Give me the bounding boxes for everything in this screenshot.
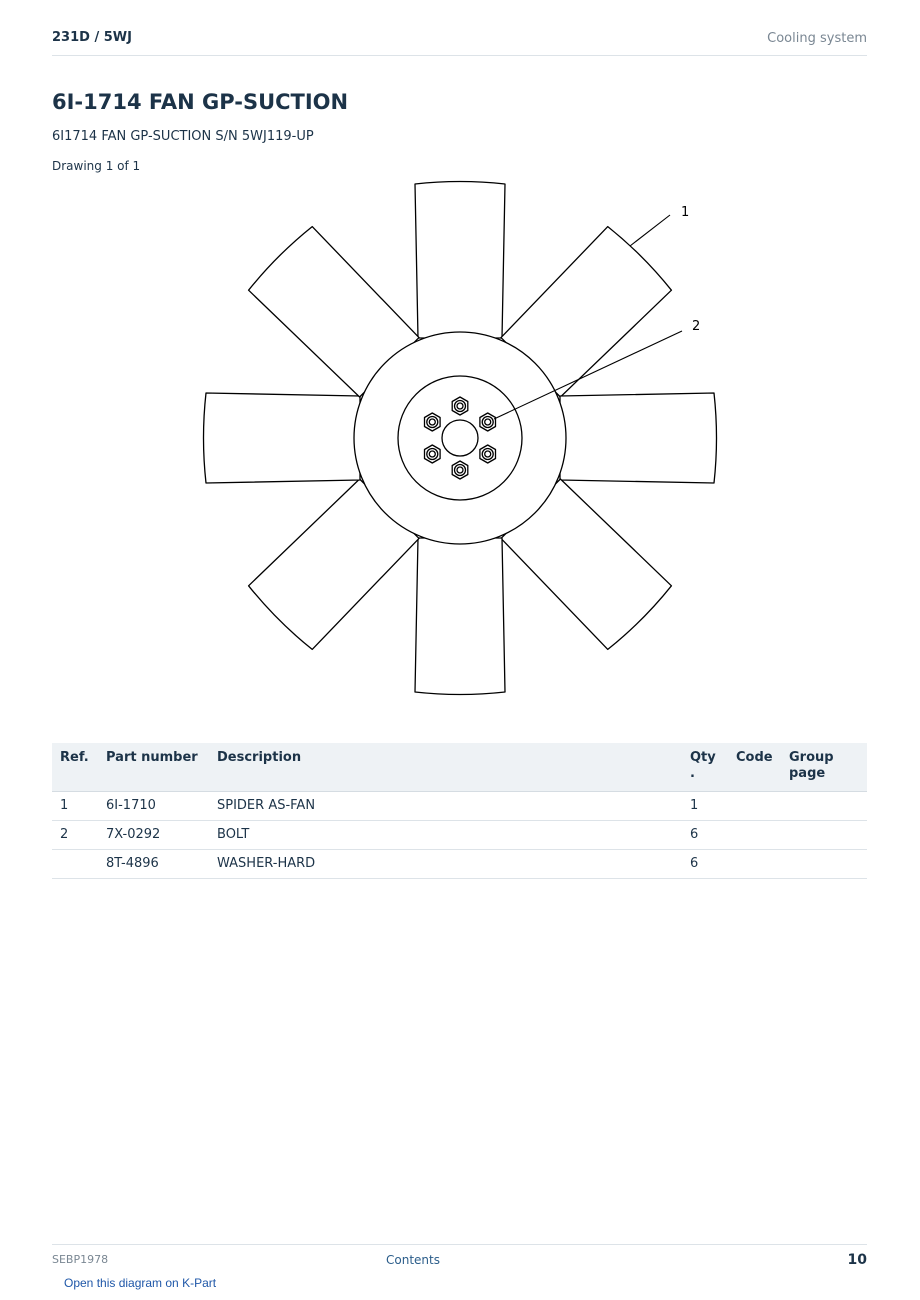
hub-bolt <box>480 445 496 463</box>
section-name: Cooling system <box>767 31 867 46</box>
callout-label-1: 1 <box>681 205 690 220</box>
cell-code <box>728 821 781 850</box>
fan-blade <box>560 393 717 483</box>
parts-table <box>52 743 867 879</box>
kpart-diagram-link[interactable]: Open this diagram on K-Part <box>64 1276 217 1290</box>
col-code: Code <box>728 743 781 792</box>
document-id: SEBP1978 <box>52 1253 109 1266</box>
table-row <box>52 821 867 850</box>
cell-part-number: 6I-1710 <box>98 792 209 821</box>
hub-bolt <box>425 413 441 431</box>
callout-label-2: 2 <box>692 319 701 334</box>
hub-bolt <box>452 397 468 415</box>
cell-qty: 6 <box>682 850 728 879</box>
callout-leader-1 <box>630 215 670 246</box>
table-row <box>52 792 867 821</box>
page-header <box>52 28 867 56</box>
contents-link[interactable]: Contents <box>386 1253 440 1267</box>
cell-group-page <box>781 850 867 879</box>
cell-code <box>728 850 781 879</box>
col-part-number: Part number <box>98 743 209 792</box>
page-title: 6I-1714 FAN GP-SUCTION <box>52 90 349 114</box>
cell-ref: 1 <box>52 792 98 821</box>
fan-blade <box>415 538 505 695</box>
cell-description: SPIDER AS-FAN <box>209 792 682 821</box>
col-qty: Qty . <box>682 743 728 792</box>
cell-description: BOLT <box>209 821 682 850</box>
page-number: 10 <box>847 1252 867 1268</box>
cell-code <box>728 792 781 821</box>
fan-diagram <box>200 178 720 698</box>
fan-blade <box>415 182 505 339</box>
cell-group-page <box>781 792 867 821</box>
cell-description: WASHER-HARD <box>209 850 682 879</box>
hub-bolt <box>480 413 496 431</box>
hub-bolt <box>425 445 441 463</box>
drawing-count: Drawing 1 of 1 <box>52 159 141 173</box>
col-group-page: Group page <box>781 743 867 792</box>
cell-qty: 6 <box>682 821 728 850</box>
fan-blade <box>204 393 361 483</box>
page-subtitle: 6I1714 FAN GP-SUCTION S/N 5WJ119-UP <box>52 129 314 144</box>
cell-part-number: 8T-4896 <box>98 850 209 879</box>
cell-qty: 1 <box>682 792 728 821</box>
hub-bolt <box>452 461 468 479</box>
cell-group-page <box>781 821 867 850</box>
table-row <box>52 850 867 879</box>
parts-table-header-row <box>52 743 867 792</box>
footer-divider <box>52 1244 867 1245</box>
breadcrumb: 231D / 5WJ <box>52 30 132 45</box>
cell-ref: 2 <box>52 821 98 850</box>
cell-part-number: 7X-0292 <box>98 821 209 850</box>
col-description: Description <box>209 743 682 792</box>
cell-ref <box>52 850 98 879</box>
col-ref: Ref. <box>52 743 98 792</box>
fan-center-hole <box>442 420 478 456</box>
